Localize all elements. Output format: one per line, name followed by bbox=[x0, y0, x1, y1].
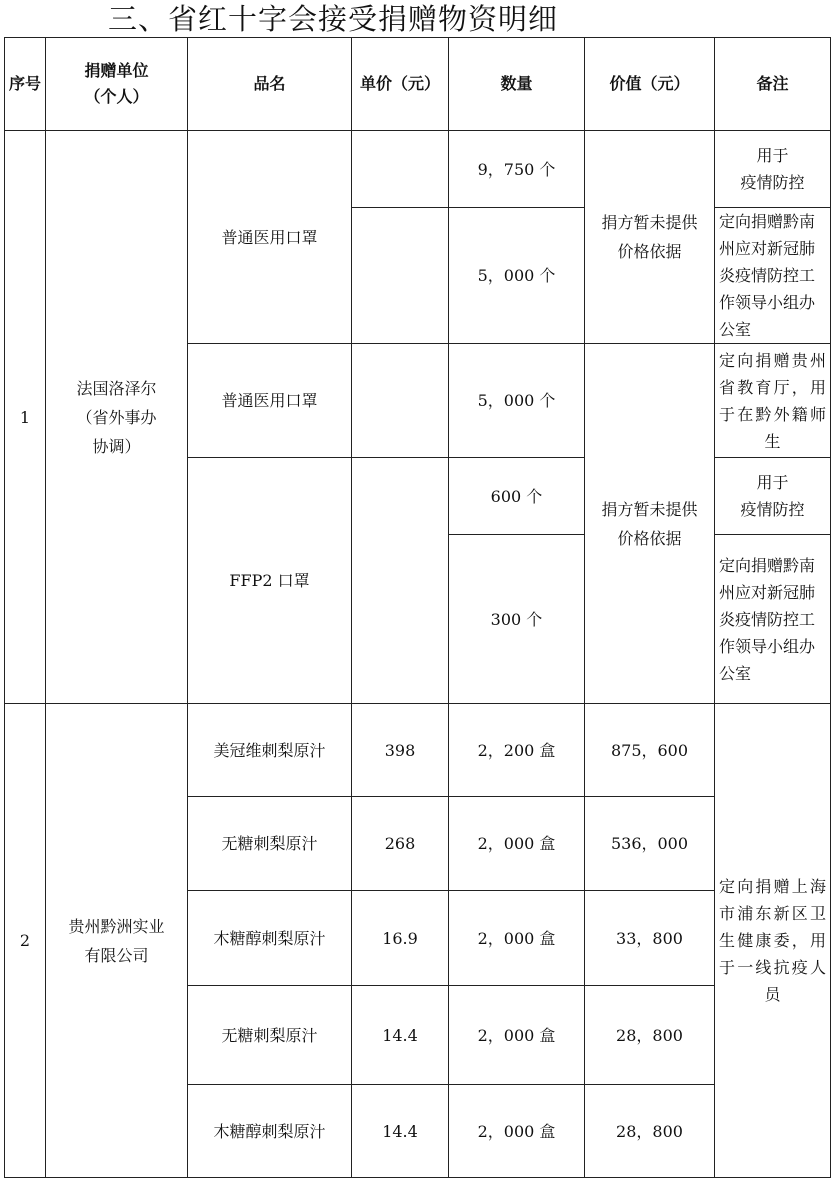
remark-cell: 定向捐赠黔南州应对新冠肺炎疫情防控工作领导小组办公室 bbox=[715, 208, 831, 344]
value-cell: 536，000 bbox=[585, 797, 715, 891]
price-cell bbox=[352, 344, 449, 458]
remark-cell: 定向捐赠贵州省教育厅，用于在黔外籍师生 bbox=[715, 344, 831, 458]
remark-cell: 用于 疫情防控 bbox=[715, 458, 831, 535]
header-remark: 备注 bbox=[715, 38, 831, 131]
value-cell: 捐方暂未提供 价格依据 bbox=[585, 344, 715, 704]
quantity-cell: 2，000 盒 bbox=[449, 1085, 585, 1178]
remark-cell: 定向捐赠上海市浦东新区卫生健康委，用于一线抗疫人员 bbox=[715, 704, 831, 1178]
value-cell: 875，600 bbox=[585, 704, 715, 797]
item-cell: FFP2 口罩 bbox=[188, 458, 352, 704]
table-row bbox=[5, 704, 831, 797]
price-cell bbox=[352, 131, 449, 208]
price-cell: 16.9 bbox=[352, 891, 449, 986]
value-cell: 捐方暂未提供 价格依据 bbox=[585, 131, 715, 344]
price-cell: 268 bbox=[352, 797, 449, 891]
quantity-cell: 5，000 个 bbox=[449, 208, 585, 344]
quantity-cell: 2，000 盒 bbox=[449, 891, 585, 986]
donor-cell: 贵州黔洲实业 有限公司 bbox=[46, 704, 188, 1178]
item-cell: 普通医用口罩 bbox=[188, 131, 352, 344]
quantity-cell: 300 个 bbox=[449, 535, 585, 704]
donation-table bbox=[4, 37, 831, 1178]
item-cell: 无糖刺梨原汁 bbox=[188, 986, 352, 1085]
table-row bbox=[5, 131, 831, 208]
item-cell: 美冠维刺梨原汁 bbox=[188, 704, 352, 797]
quantity-cell: 2，200 盒 bbox=[449, 704, 585, 797]
header-donor: 捐赠单位 （个人） bbox=[46, 38, 188, 131]
remark-cell: 用于 疫情防控 bbox=[715, 131, 831, 208]
donor-cell: 法国洛泽尔 （省外事办 协调） bbox=[46, 131, 188, 704]
item-cell: 普通医用口罩 bbox=[188, 344, 352, 458]
price-cell bbox=[352, 458, 449, 704]
page-title: 三、省红十字会接受捐赠物资明细 bbox=[108, 2, 559, 36]
value-cell: 28，800 bbox=[585, 1085, 715, 1178]
header-value: 价值（元） bbox=[585, 38, 715, 131]
quantity-cell: 5，000 个 bbox=[449, 344, 585, 458]
seq-cell: 1 bbox=[5, 131, 46, 704]
seq-cell: 2 bbox=[5, 704, 46, 1178]
item-cell: 木糖醇刺梨原汁 bbox=[188, 1085, 352, 1178]
value-cell: 28，800 bbox=[585, 986, 715, 1085]
price-cell: 398 bbox=[352, 704, 449, 797]
item-cell: 无糖刺梨原汁 bbox=[188, 797, 352, 891]
remark-cell: 定向捐赠黔南州应对新冠肺炎疫情防控工作领导小组办公室 bbox=[715, 535, 831, 704]
header-row bbox=[5, 38, 831, 131]
quantity-cell: 600 个 bbox=[449, 458, 585, 535]
value-cell: 33，800 bbox=[585, 891, 715, 986]
quantity-cell: 9，750 个 bbox=[449, 131, 585, 208]
header-unit-price: 单价（元） bbox=[352, 38, 449, 131]
header-item: 品名 bbox=[188, 38, 352, 131]
header-quantity: 数量 bbox=[449, 38, 585, 131]
price-cell: 14.4 bbox=[352, 1085, 449, 1178]
quantity-cell: 2，000 盒 bbox=[449, 797, 585, 891]
item-cell: 木糖醇刺梨原汁 bbox=[188, 891, 352, 986]
price-cell bbox=[352, 208, 449, 344]
quantity-cell: 2，000 盒 bbox=[449, 986, 585, 1085]
price-cell: 14.4 bbox=[352, 986, 449, 1085]
header-seq: 序号 bbox=[5, 38, 46, 131]
